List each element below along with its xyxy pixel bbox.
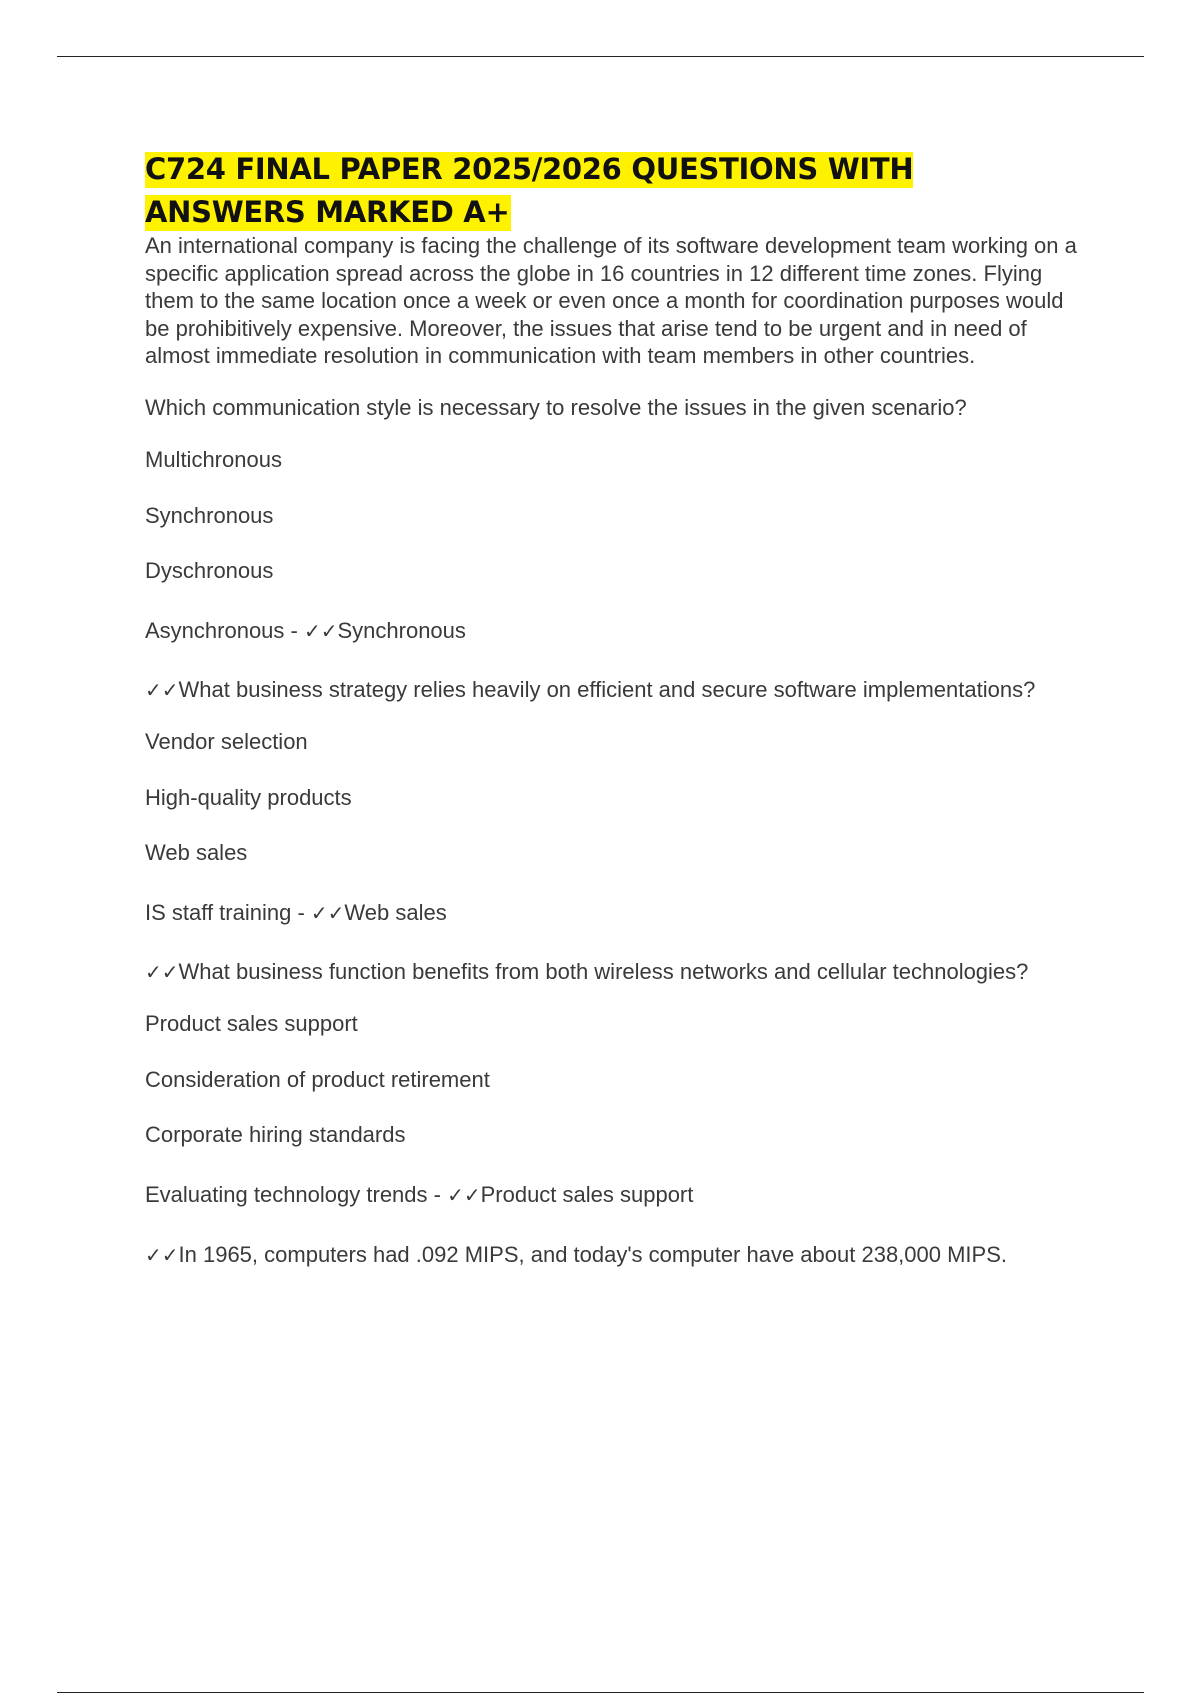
q2-option-1: Vendor selection	[145, 728, 308, 754]
check-mark-icon: ✓✓	[303, 618, 338, 643]
q3-correct-answer: Product sales support	[480, 1181, 694, 1207]
check-mark-icon: ✓✓	[447, 1182, 481, 1207]
q1-option-1: Multichronous	[145, 446, 282, 472]
q1-option-3: Dyschronous	[145, 557, 274, 583]
top-rule	[57, 56, 1144, 57]
question-3	[145, 958, 1085, 986]
q2-answer-line	[145, 899, 1085, 927]
question-4	[145, 1241, 1085, 1269]
document-body	[145, 232, 1085, 1269]
q1-answer-line	[145, 617, 1085, 645]
question-3-text: What business function benefits from both wireless networks and cellular technologies?	[178, 958, 1029, 984]
question-2-text: What business strategy relies heavily on efficient and secure software implementations?	[178, 676, 1036, 702]
q1-option-4: Asynchronous -	[145, 617, 304, 643]
check-mark-icon: ✓✓	[145, 959, 179, 984]
q1-correct-answer: Synchronous	[337, 617, 466, 643]
check-mark-icon: ✓✓	[145, 677, 179, 702]
q2-option-4: IS staff training -	[145, 899, 311, 925]
document-title	[145, 148, 1005, 234]
q2-option-3: Web sales	[145, 839, 248, 865]
title-highlight: C724 FINAL PAPER 2025/2026 QUESTIONS WITH ANSWERS MARKED A+	[145, 152, 914, 229]
question-1: Which communication style is necessary to resolve the issues in the given scenario?	[145, 394, 967, 420]
q3-option-3: Corporate hiring standards	[145, 1121, 406, 1147]
question-4-text: In 1965, computers had .092 MIPS, and today's computer have about 238,000 MIPS.	[178, 1241, 1008, 1267]
check-mark-icon: ✓✓	[145, 1242, 179, 1267]
question-2	[145, 676, 1085, 704]
q2-option-2: High-quality products	[145, 784, 352, 810]
q3-option-1: Product sales support	[145, 1010, 358, 1036]
q3-option-2: Consideration of product retirement	[145, 1066, 490, 1092]
q3-answer-line	[145, 1181, 1085, 1209]
q2-correct-answer: Web sales	[344, 899, 447, 925]
check-mark-icon: ✓✓	[310, 900, 345, 925]
q1-option-2: Synchronous	[145, 502, 274, 528]
scenario-paragraph: An international company is facing the challenge of its software development team working on a specific application spread across the globe in 16 countries in 12 different time zones. Flying them to the same location once a week or even once a month for coordination purposes would be prohibitively expensive. Moreover, the issues that arise tend to be urgent and in need of almost immediate resolution in communication with team members in other countries.	[145, 233, 1077, 369]
q3-option-4: Evaluating technology trends -	[145, 1181, 448, 1207]
bottom-rule	[57, 1692, 1144, 1693]
